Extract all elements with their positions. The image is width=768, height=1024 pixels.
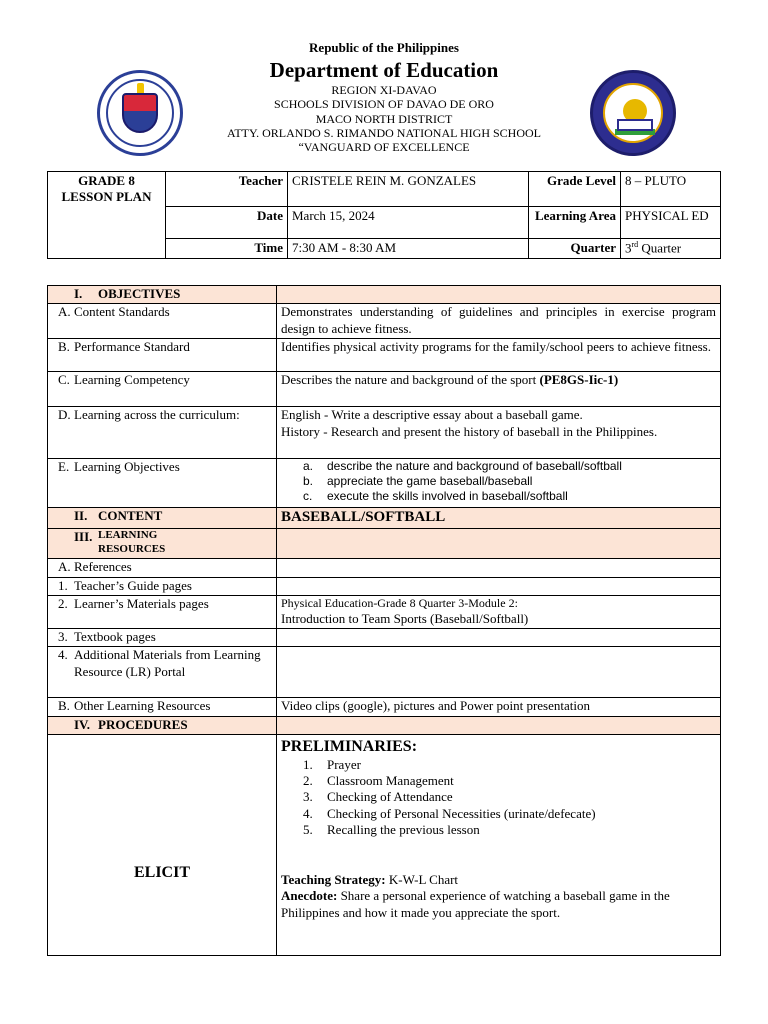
date-value: March 15, 2024 xyxy=(288,207,529,239)
letterhead xyxy=(0,40,768,155)
list-item: 1. Prayer xyxy=(303,756,361,772)
learning-competency-value: Describes the nature and background of the sport (PE8GS-Iic-1) xyxy=(277,372,721,407)
other-resources-value: Video clips (google), pictures and Power point presentation xyxy=(277,698,721,716)
school-line: ATTY. ORLANDO S. RIMANDO NATIONAL HIGH SCHOOL xyxy=(227,125,541,140)
motto-line: “VANGUARD OF EXCELLENCE xyxy=(298,140,470,155)
republic-line: Republic of the Philippines xyxy=(309,40,459,55)
list-item: b. appreciate the game baseball/baseball xyxy=(303,474,533,489)
lesson-plan-table xyxy=(47,285,721,956)
lesson-info-table xyxy=(47,171,721,259)
elicit-label: ELICIT xyxy=(48,734,277,955)
preliminaries-title: PRELIMINARIES: xyxy=(281,737,418,755)
content-standards-value: Demonstrates understanding of guidelines and principles in exercise program design to achieve fitness. xyxy=(277,304,721,339)
grade-level-label: Grade Level xyxy=(529,172,621,207)
division-line: SCHOOLS DIVISION OF DAVAO DE ORO xyxy=(274,97,494,112)
teaching-strategy: Teaching Strategy: K-W-L Chart xyxy=(281,872,459,887)
department-title: Department of Education xyxy=(269,57,499,82)
teacher-label: Teacher xyxy=(166,172,288,207)
elicit-content xyxy=(277,734,721,955)
learning-area-label: Learning Area xyxy=(529,207,621,239)
performance-standard-label: B. Performance Standard xyxy=(48,339,277,372)
list-item: 4. Checking of Personal Necessities (urinate/defecate) xyxy=(303,805,596,821)
lesson-plan-title: GRADE 8 LESSON PLAN xyxy=(48,172,166,259)
region-line: REGION XI-DAVAO xyxy=(331,82,437,97)
teachers-guide-label: 1. Teacher’s Guide pages xyxy=(48,577,277,595)
learning-objectives-label: E. Learning Objectives xyxy=(48,459,277,508)
list-item: 5. Recalling the previous lesson xyxy=(303,821,480,837)
references-label: A. References xyxy=(48,559,277,577)
learning-area-value: PHYSICAL ED xyxy=(621,207,721,239)
section-objectives: I. OBJECTIVES xyxy=(48,286,277,304)
quarter-value: 3rd Quarter xyxy=(621,239,721,259)
teacher-value: CRISTELE REIN M. GONZALES xyxy=(288,172,529,207)
learners-materials-value: Physical Education-Grade 8 Quarter 3-Module 2: Introduction to Team Sports (Baseball/Softball) xyxy=(277,595,721,628)
content-value: BASEBALL/SOFTBALL xyxy=(277,508,721,529)
section-content: II. CONTENT xyxy=(48,508,277,529)
performance-standard-value: Identifies physical activity programs for the family/school peers to achieve fitness. xyxy=(277,339,721,372)
time-value: 7:30 AM - 8:30 AM xyxy=(288,239,529,259)
grade-level-value: 8 – PLUTO xyxy=(621,172,721,207)
content-standards-label: A. Content Standards xyxy=(48,304,277,339)
preliminaries-list xyxy=(281,757,716,838)
learning-competency-label: C. Learning Competency xyxy=(48,372,277,407)
learning-across-label: D. Learning across the curriculum: xyxy=(48,407,277,459)
other-resources-label: B. Other Learning Resources xyxy=(48,698,277,716)
section-learning-resources: III. LEARNING RESOURCES xyxy=(48,529,277,559)
textbook-label: 3. Textbook pages xyxy=(48,629,277,647)
district-line: MACO NORTH DISTRICT xyxy=(315,111,453,126)
time-label: Time xyxy=(166,239,288,259)
learners-materials-label: 2. Learner’s Materials pages xyxy=(48,595,277,628)
quarter-label: Quarter xyxy=(529,239,621,259)
additional-materials-label: 4. Additional Materials from Learning Resource (LR) Portal xyxy=(48,647,277,698)
learning-across-value: English - Write a descriptive essay about a baseball game. History - Research and present the history of baseball in the Philippines. xyxy=(277,407,721,459)
list-item: a. describe the nature and background of baseball/softball xyxy=(303,459,622,474)
learning-objectives-list xyxy=(277,459,721,508)
list-item: 3. Checking of Attendance xyxy=(303,789,453,805)
date-label: Date xyxy=(166,207,288,239)
anecdote: Anecdote: Share a personal experience of watching a baseball game in the Philippines and how it made you appreciate the sport. xyxy=(281,888,670,920)
section-procedures: IV. PROCEDURES xyxy=(48,716,277,734)
list-item: 2. Classroom Management xyxy=(303,773,454,788)
list-item: c. execute the skills involved in baseball/softball xyxy=(303,489,568,504)
